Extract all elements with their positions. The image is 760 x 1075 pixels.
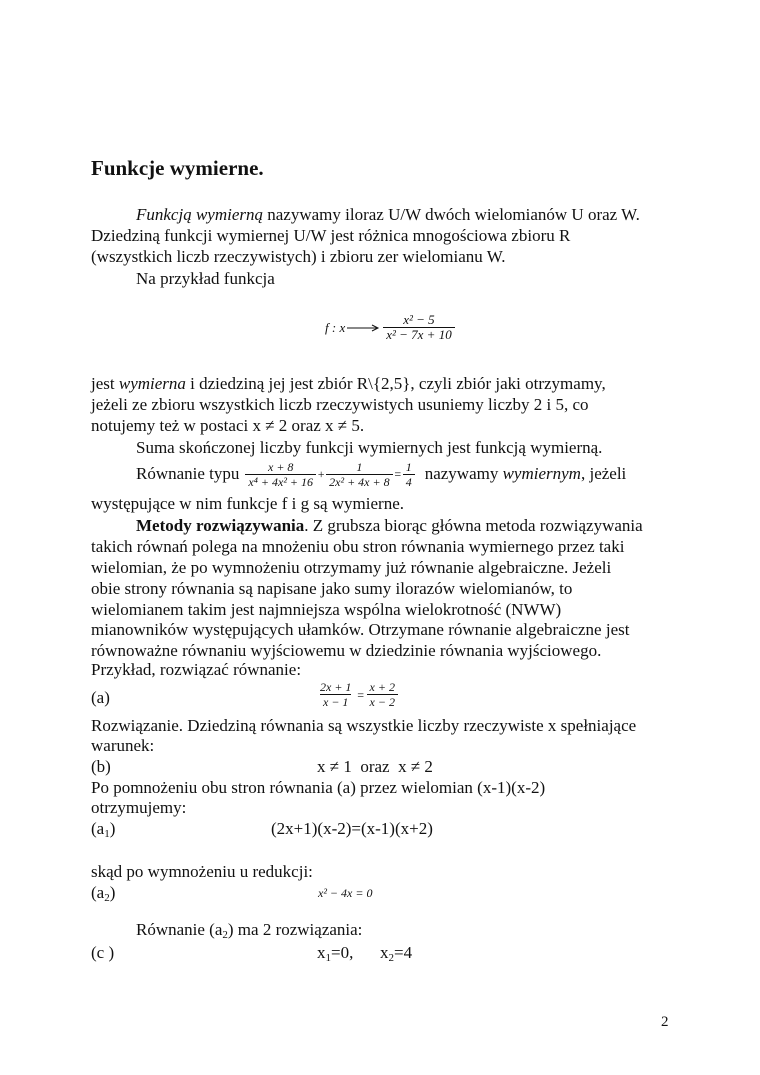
- after-f-line-4: Suma skończonej liczby funkcji wymiernych jest funkcją wymierną.: [136, 438, 603, 457]
- eq-b-label: (b): [91, 757, 111, 776]
- methods-line-7: równoważne równaniu wyjściowemu w dziedzinie równania wyjściowego.: [91, 641, 602, 660]
- solution-line-2: warunek:: [91, 736, 155, 755]
- methods-heading: Metody rozwiązywania: [136, 516, 305, 535]
- equation-type-frac-2: $\frac{1}{\text{2x² + 4x + 8}}$: [326, 460, 392, 489]
- methods-line-8: Przykład, rozwiązać równanie:: [91, 660, 302, 679]
- eq-a-label: (a): [91, 688, 110, 707]
- methods-line-5: wielomianem takim jest najmniejsza wspólna wielokrotność (NWW): [91, 600, 562, 619]
- term-funkcja-wymierna: Funkcją wymierną: [136, 205, 263, 224]
- arrow-icon: [347, 323, 381, 333]
- formula-f-denominator: x² − 7x + 10: [383, 327, 454, 342]
- intro-line-3: (wszystkich liczb rzeczywistych) i zbioru zer wielomianu W.: [91, 247, 506, 266]
- methods-line-2: takich równań polega na mnożeniu obu stron równania wymiernego przez taki: [91, 537, 625, 556]
- page-number: 2: [661, 1014, 669, 1030]
- page-title: Funkcje wymierne.: [91, 156, 264, 180]
- after-f-line-2: jeżeli ze zbioru wszystkich liczb rzeczywistych usuniemy liczby 2 i 5, co: [91, 395, 589, 414]
- eq-a2-label: $(a_2)$: [91, 883, 116, 904]
- term-wymierna: wymierna: [118, 374, 186, 393]
- eq-a2-content: x² − 4x = 0: [318, 886, 373, 900]
- eq-a1-content: (2x+1)(x-2)=(x-1)(x+2): [271, 819, 433, 838]
- eq-a-right-fraction: $\frac{x + 2}{x - 2}$: [367, 680, 398, 709]
- formula-f-numerator: x² − 5: [403, 312, 435, 327]
- methods-line-1: Metody rozwiązywania. Z grubsza biorąc główna metoda rozwiązywania: [136, 516, 643, 535]
- eq-b-content: x ≠ 1 oraz x ≠ 2: [317, 757, 433, 776]
- formula-f-lhs: f : x: [325, 319, 346, 335]
- eq-c-label: (c ): [91, 943, 115, 962]
- after-f-line-1: jest wymierna i dziedziną jej jest zbiór R\{2,5}, czyli zbiór jaki otrzymamy,: [91, 374, 606, 393]
- equation-type-formula: $\frac{x + 8}{\text{x⁴ + 4x² + 16}}$ + $\frac{1}{\text{2x² + 4x + 8}}$ = $\frac{1}{4}$: [245, 460, 414, 489]
- methods-line-6: mianowników występujących ułamków. Otrzymane równanie algebraiczne jest: [91, 620, 630, 639]
- intro-line-4: Na przykład funkcja: [136, 269, 275, 288]
- term-wymiernym: wymiernym: [502, 464, 581, 483]
- formula-f: [325, 313, 455, 342]
- after-a1-line-1: skąd po wymnożeniu u redukcji:: [91, 862, 313, 881]
- intro-line-2: Dziedziną funkcji wymiernej U/W jest różnica mnogościowa zbioru R: [91, 226, 571, 245]
- after-b-line-1: Po pomnożeniu obu stron równania (a) przez wielomian (x-1)(x-2): [91, 778, 546, 797]
- solution-line-1: Rozwiązanie. Dziedziną równania są wszystkie liczby rzeczywiste x spełniające: [91, 716, 637, 735]
- methods-line-3: wielomian, że po wymnożeniu otrzymamy już równanie algebraiczne. Jeżeli: [91, 558, 612, 577]
- formula-f-fraction: [383, 313, 454, 342]
- equation-type-frac-3: $\frac{1}{4}$: [403, 460, 415, 489]
- after-b-line-2: otrzymujemy:: [91, 798, 187, 817]
- eq-c-root-1: $x_1=0$,: [317, 943, 354, 964]
- eq-a1-label: $(a_1)$: [91, 819, 116, 840]
- methods-line-4: obie strony równania są napisane jako sumy ilorazów wielomianów, to: [91, 579, 573, 598]
- equation-type-frac-1: $\frac{x + 8}{\text{x⁴ + 4x² + 16}}$: [245, 460, 316, 489]
- equation-type-line: [136, 456, 626, 492]
- eq-c-root-2: $x_2=4$: [380, 943, 413, 964]
- eq-a-formula: $\frac{2x + 1}{x - 1}$ = $\frac{x + 2}{x - 2}$: [317, 680, 398, 709]
- eq-a-left-fraction: $\frac{2x + 1}{x - 1}$: [320, 680, 352, 709]
- after-f-line-3: notujemy też w postaci x ≠ 2 oraz x ≠ 5.: [91, 416, 365, 435]
- roots-intro: Równanie $(a_2)$ ma 2 rozwiązania:: [136, 920, 363, 941]
- equation-type-suffix: nazywamy wymiernym, jeżeli: [424, 464, 627, 483]
- intro-line-1: Funkcją wymierną nazywamy iloraz U/W dwóch wielomianów U oraz W.: [136, 205, 640, 224]
- equation-type-line-2: występujące w nim funkcje f i g są wymierne.: [91, 494, 404, 513]
- equation-type-prefix: Równanie typu: [136, 464, 240, 483]
